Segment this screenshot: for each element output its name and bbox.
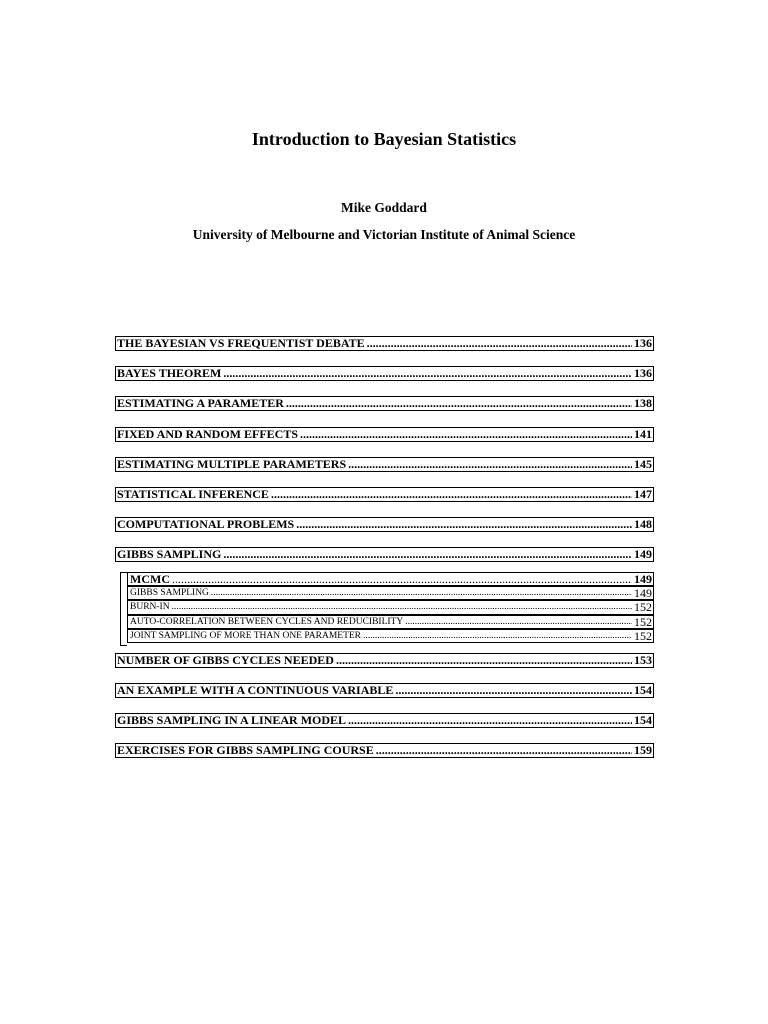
toc-entry-page: 136 <box>634 366 652 380</box>
toc-subentry[interactable] <box>127 586 654 600</box>
toc-entry[interactable] <box>115 457 654 472</box>
toc-subentry-page: 152 <box>634 600 652 615</box>
author-affiliation: University of Melbourne and Victorian Institute of Animal Science <box>192 227 576 242</box>
toc-subgroup-marker <box>120 572 127 646</box>
toc-entry-page: 141 <box>634 427 652 441</box>
toc-entry[interactable] <box>115 547 654 562</box>
toc-entry-marker <box>115 487 116 502</box>
toc-subentries <box>127 572 654 646</box>
author-name: Mike Goddard <box>341 200 427 215</box>
toc-entry-marker <box>115 457 116 472</box>
toc-entry-marker <box>115 517 116 532</box>
toc-entry-label: ESTIMATING MULTIPLE PARAMETERS <box>117 457 347 471</box>
toc-entry-page: 154 <box>634 713 652 727</box>
toc-subentry-label: AUTO-CORRELATION BETWEEN CYCLES AND REDUCIBILITY <box>130 616 404 627</box>
toc-entry-page: 145 <box>634 457 652 471</box>
toc-entry[interactable] <box>115 427 654 442</box>
toc-subentry[interactable] <box>127 600 654 614</box>
toc-subentry[interactable] <box>127 615 654 629</box>
toc-subentry[interactable] <box>127 629 654 643</box>
toc-entry-label: NUMBER OF GIBBS CYCLES NEEDED <box>117 653 334 667</box>
toc-entry-label: FIXED AND RANDOM EFFECTS <box>117 427 299 441</box>
toc-subentry-label: JOINT SAMPLING OF MORE THAN ONE PARAMETER <box>130 630 362 641</box>
toc-entry-marker <box>115 683 116 698</box>
document-title: Introduction to Bayesian Statistics <box>251 129 517 149</box>
toc-subentry[interactable] <box>127 572 654 586</box>
toc-entry[interactable] <box>115 653 654 668</box>
toc-entry-page: 147 <box>634 487 652 501</box>
toc-entry-page: 148 <box>634 517 652 531</box>
toc-subentry-page: 152 <box>634 614 652 629</box>
toc-entry-label: STATISTICAL INFERENCE <box>117 487 269 501</box>
toc-entry-marker <box>115 713 116 728</box>
toc-entry-marker <box>115 396 116 411</box>
toc-entry-marker <box>115 653 116 668</box>
toc-subentry-page: 152 <box>634 628 652 643</box>
toc-entry-label: AN EXAMPLE WITH A CONTINUOUS VARIABLE <box>117 683 394 697</box>
toc-entry-marker <box>115 547 116 562</box>
toc-entry-label: BAYES THEOREM <box>117 366 222 380</box>
toc-entry[interactable] <box>115 336 654 351</box>
toc-subentry-page: 149 <box>634 572 652 587</box>
toc-entry-page: 159 <box>634 743 652 757</box>
toc-entry[interactable] <box>115 743 654 758</box>
toc-entry-page: 138 <box>634 396 652 410</box>
toc-entry-marker <box>115 366 116 381</box>
toc-entry-marker <box>115 743 116 758</box>
toc-entry[interactable] <box>115 517 654 532</box>
toc-entry[interactable] <box>115 487 654 502</box>
toc-subentry-label: MCMC <box>130 572 170 587</box>
toc-entry[interactable] <box>115 396 654 411</box>
toc-entry-label: ESTIMATING A PARAMETER <box>117 396 284 410</box>
toc-entry-label: GIBBS SAMPLING IN A LINEAR MODEL <box>117 713 347 727</box>
toc-entry-label: THE BAYESIAN VS FREQUENTIST DEBATE <box>117 336 365 350</box>
toc-entry-page: 153 <box>634 653 652 667</box>
toc-entry[interactable] <box>115 366 654 381</box>
toc-subentry-page: 149 <box>634 586 652 601</box>
toc-entry-marker <box>115 427 116 442</box>
toc-entry-page: 149 <box>634 547 652 561</box>
toc-entry-page: 136 <box>634 336 652 350</box>
toc-entry-label: EXERCISES FOR GIBBS SAMPLING COURSE <box>117 743 374 757</box>
toc-entry-label: COMPUTATIONAL PROBLEMS <box>117 517 295 531</box>
toc-entry-label: GIBBS SAMPLING <box>117 547 222 561</box>
toc-subentry-label: GIBBS SAMPLING <box>130 588 209 599</box>
toc-entry[interactable] <box>115 713 654 728</box>
toc-entry[interactable] <box>115 683 654 698</box>
toc-entry-page: 154 <box>634 683 652 697</box>
toc-subentry-label: BURN-IN <box>130 602 170 613</box>
